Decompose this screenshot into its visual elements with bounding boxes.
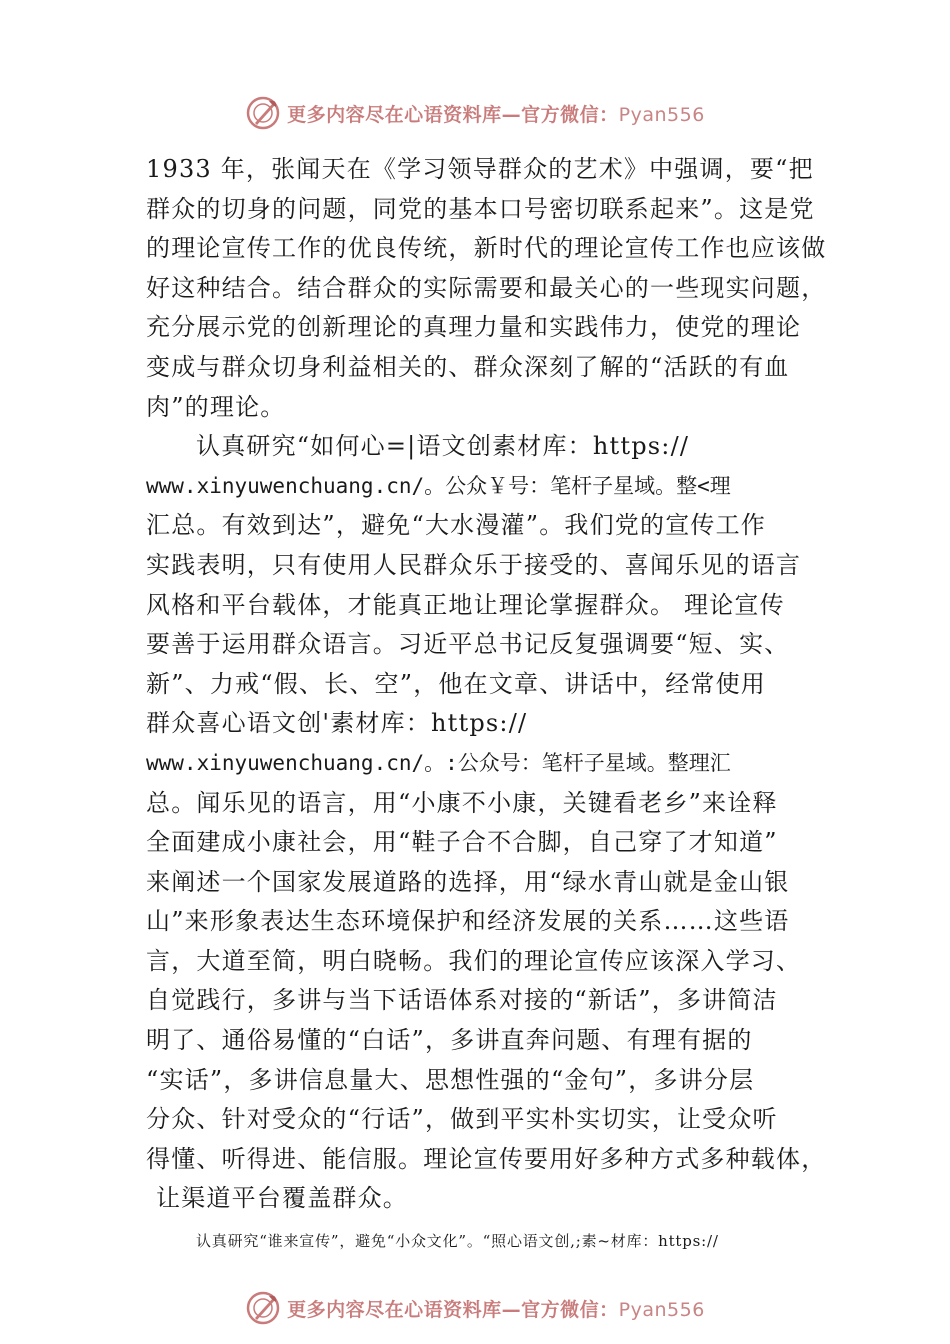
text-line: 山”来形象表达生态环境保护和经济发展的关系……这些语 — [146, 907, 790, 936]
text-line: 好这种结合。结合群众的实际需要和最关心的一些现实问题， — [146, 273, 827, 302]
text-line: 要善于运用群众语言。习近平总书记反复强调要“短、实、 — [146, 630, 790, 659]
footer-text-line: 认真研究“谁来宣传”，避免“小众文化”。“照心语文创,;素~材库：https:// — [196, 1232, 719, 1250]
text-line: 的理论宣传工作的优良传统，新时代的理论宣传工作也应该做 — [146, 234, 827, 263]
text-line: www.xinyuwenchuang.cn/。公众￥号：笔杆子星域。整<理 — [146, 473, 731, 498]
text-line: 汇总。有效到达”，避免“大水漫灌”。我们党的宣传工作 — [146, 511, 767, 540]
text-line: 明了、通俗易懂的“白话”，多讲直奔问题、有理有据的 — [146, 1026, 753, 1055]
text-line: “实话”，多讲信息量大、思想性强的“金句”，多讲分层 — [146, 1065, 755, 1094]
text-line: 分众、针对受众的“行话”，做到平实朴实切实，让受众听 — [146, 1105, 778, 1134]
text-line: 风格和平台载体，才能真正地让理论掌握群众。 理论宣传 — [146, 590, 785, 619]
text-line: 自觉践行，多讲与当下话语体系对接的“新话”，多讲简洁 — [146, 986, 778, 1015]
banner-text: 更多内容尽在心语资料库—官方微信：Pyan556 — [287, 1298, 705, 1321]
quill-logo-icon — [245, 1290, 281, 1326]
quill-logo-icon — [245, 95, 281, 131]
text-line: 总。闻乐见的语言，用“小康不小康，关键看老乡”来诠释 — [146, 788, 778, 817]
text-line: 让渠道平台覆盖群众。 — [156, 1184, 408, 1213]
text-line: 得懂、听得进、能信服。理论宣传要用好多种方式多种载体， — [146, 1144, 827, 1173]
text-line: 认真研究“如何心=|语文创素材库：https:// — [196, 432, 690, 461]
text-line: 肉”的理论。 — [146, 392, 286, 421]
footer-banner — [0, 1288, 950, 1328]
header-banner — [0, 93, 950, 133]
text-line: 充分展示党的创新理论的真理力量和实践伟力，使党的理论 — [146, 313, 802, 342]
banner-text: 更多内容尽在心语资料库—官方微信：Pyan556 — [287, 103, 705, 126]
text-line: 新”、力戒“假、长、空”，他在文章、讲话中，经常使用 — [146, 669, 767, 698]
text-line: 1933 年，张闻天在《学习领导群众的艺术》中强调，要“把 — [146, 155, 814, 183]
article-body — [146, 150, 826, 1219]
text-line: 言，大道至简，明白晓畅。我们的理论宣传应该深入学习、 — [146, 946, 802, 975]
wechat-handle: Pyan556 — [618, 103, 705, 126]
text-line: 来阐述一个国家发展道路的选择，用“绿水青山就是金山银 — [146, 867, 790, 896]
text-line: www.xinyuwenchuang.cn/。:公众号：笔杆子星域。整理汇 — [146, 750, 731, 775]
text-line: 实践表明，只有使用人民群众乐于接受的、喜闻乐见的语言 — [146, 550, 802, 579]
text-line: 全面建成小康社会，用“鞋子合不合脚，自己穿了才知道” — [146, 828, 778, 857]
text-line: 群众喜心语文创'素材库：https:// — [146, 709, 528, 738]
wechat-handle: Pyan556 — [618, 1298, 705, 1321]
text-line: 变成与群众切身利益相关的、群众深刻了解的“活跃的有血 — [146, 352, 790, 381]
text-line: 群众的切身的问题，同党的基本口号密切联系起来”。这是党 — [146, 194, 815, 223]
